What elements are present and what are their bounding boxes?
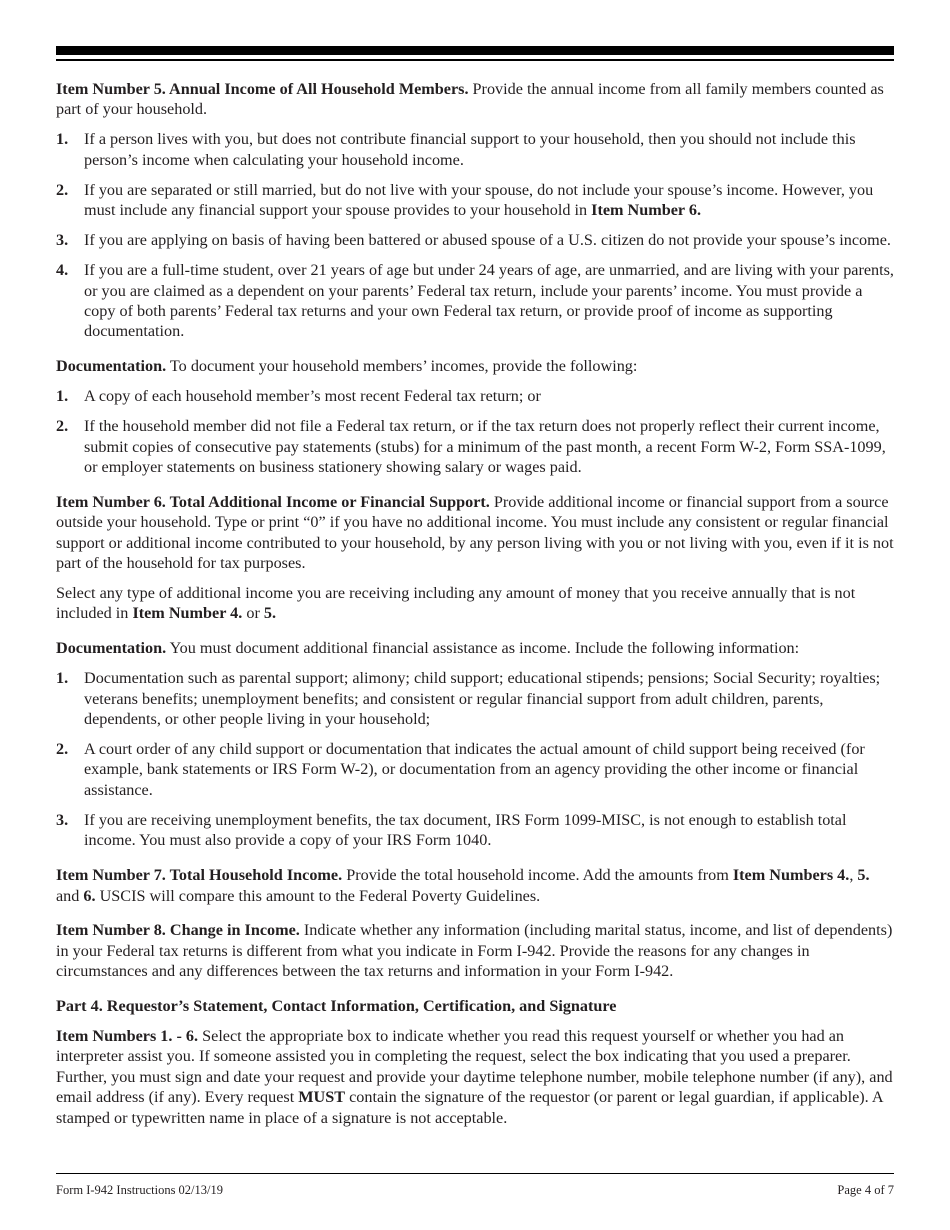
part4-title: Part 4. Requestor’s Statement, Contact Information, Certification, and Signature xyxy=(56,996,617,1015)
list-item: 1. Documentation such as parental support; alimony; child support; educational stipends; pensions; Social Security; royalties; veterans benefits; unemployment benefits; and consistent or regular financial support from adult children, parents, dependents, or other people living in your household; xyxy=(56,669,881,729)
header-thick-rule xyxy=(56,46,894,55)
item5-heading: Item Number 5. Annual Income of All Household Members. xyxy=(56,80,469,98)
list-item: 3. If you are receiving unemployment benefits, the tax document, IRS Form 1099-MISC, is not enough to establish total income. You must also provide a copy of your IRS Form 1040. xyxy=(56,810,847,850)
item6-select-paragraph: Select any type of additional income you are receiving including any amount of money that you receive annually that is not included in Item Number 4. or 5. xyxy=(56,584,856,623)
item7-heading: Item Number 7. Total Household Income. xyxy=(56,866,343,885)
footer-rule xyxy=(56,1173,894,1174)
item7-paragraph: Item Number 7. Total Household Income. Provide the total household income. Add the amounts from Item Numbers 4., 5. and 6. USCIS will compare this amount to the Federal Poverty Guidelines. xyxy=(56,866,870,905)
item6-heading: Item Number 6. Total Additional Income or Financial Support. xyxy=(56,492,490,511)
list-item: 1. If a person lives with you, but does not contribute financial support to your household, then you should not include this person’s income when calculating your household income. xyxy=(56,130,856,169)
footer-page-number: Page 4 of 7 xyxy=(837,1183,894,1197)
documentation-paragraph: Documentation. You must document additional financial assistance as income. Include the following information: xyxy=(56,639,800,658)
list-item: 2. If the household member did not file a Federal tax return, or if the tax return does not properly reflect their current income, submit copies of consecutive pay statements (stubs) for a minimum of the past month, a recent Form W-2, Form SSA-1099, or employer statements on business stationery showing salary or wages paid. xyxy=(56,417,886,477)
list-item: 2. If you are separated or still married, but do not live with your spouse, do not include your spouse’s income. However, you must include any financial support your spouse provides to your household in Item Number 6. xyxy=(56,180,874,220)
part4-paragraph: Item Numbers 1. - 6. Select the appropriate box to indicate whether you read this request yourself or whether you had an interpreter assist you. If someone assisted you in completing the request, select the box indicating that you used a preparer. Further, you must sign and date your request and provide your daytime telephone number, mobile telephone number (if any), and email address (if any). Every request MUST contain the signature of the requestor (or parent or legal guardian, if applicable). A stamped or typewritten name in place of a signature is not acceptable. xyxy=(56,1026,893,1127)
item6-paragraph: Item Number 6. Total Additional Income or Financial Support. Provide additional income or financial support from a source outside your household. Type or print “0” if you have no additional income. You must include any consistent or regular financial support or additional income contributed to your household, by any person living with you or not living with you, even if it is not part of the household for tax purposes. xyxy=(56,492,894,573)
page-content xyxy=(56,79,894,1138)
item8-paragraph: Item Number 8. Change in Income. Indicate whether any information (including marital status, income, and list of dependents) in your Federal tax returns is different from what you indicate in Form I-942. Provide the reasons for any changes in circumstances and any differences between the tax returns and information in your Form I-942. xyxy=(56,921,893,981)
header-thin-rule xyxy=(56,59,894,61)
list-item: 1. A copy of each household member’s most recent Federal tax return; or xyxy=(56,387,541,406)
list-item: 3. If you are applying on basis of having been battered or abused spouse of a U.S. citizen do not provide your spouse’s income. xyxy=(56,231,891,250)
item8-heading: Item Number 8. Change in Income. xyxy=(56,921,300,940)
part4-heading: Item Numbers 1. - 6. xyxy=(56,1026,199,1045)
list-item: 2. A court order of any child support or documentation that indicates the actual amount of child support being received (for example, bank statements or IRS Form W-2), or documentation from an agency providing the other income or financial assistance. xyxy=(56,740,865,799)
documentation-paragraph: Documentation. To document your household members’ incomes, provide the following: xyxy=(56,357,638,376)
list-item: 4. If you are a full-time student, over 21 years of age but under 24 years of age, are unmarried, and are living with your parents, or you are claimed as a dependent on your parents’ Federal tax return, include your parents’ income. You must provide a copy of both parents’ Federal tax returns and your own Federal tax return, or provide proof of income as supporting documentation. xyxy=(56,261,894,341)
item5-paragraph: Item Number 5. Annual Income of All Household Members. Provide the annual income from all family members counted as part of your household. xyxy=(56,80,884,119)
footer-form-id: Form I-942 Instructions 02/13/19 xyxy=(56,1183,224,1197)
